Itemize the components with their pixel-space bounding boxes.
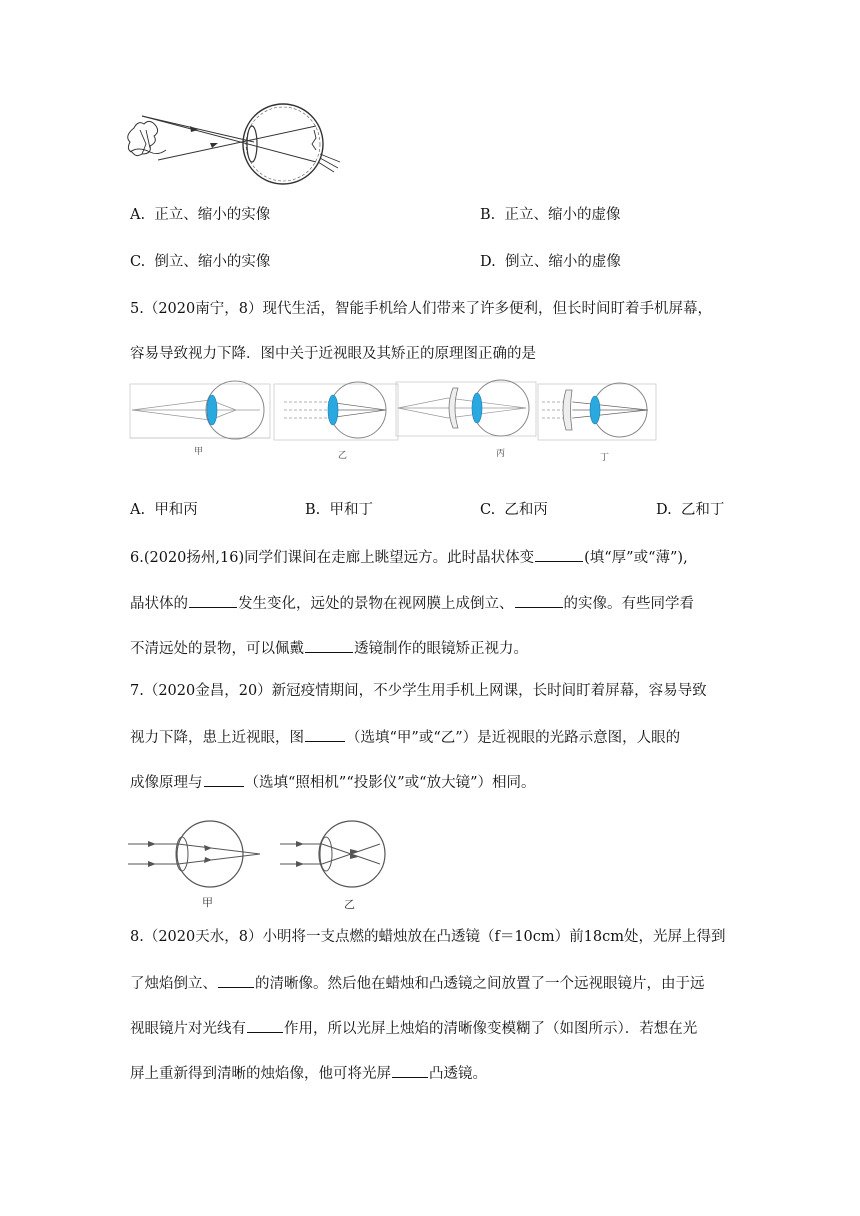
text-segment: 6.(2020扬州,16)同学们课间在走廊上眺望远方。此时晶状体变: [130, 550, 535, 566]
figure-label-bing: 丙: [496, 449, 506, 459]
text-segment: 视眼镜片对光线有: [130, 1021, 246, 1037]
figure-label-jia: 甲: [194, 447, 204, 457]
question-5-line-1: 5.（2020南宁，8）现代生活，智能手机给人们带来了许多便利，但长时间盯着手机屏幕，: [130, 301, 712, 317]
text-segment: 不清远处的景物，可以佩戴: [130, 641, 304, 657]
text-segment: （选填“照相机”“投影仪”或“放大镜”）相同。: [244, 775, 536, 791]
question-7-line-2: [130, 727, 680, 748]
answer-blank[interactable]: [305, 727, 345, 742]
question-5-line-2: 容易导致视力下降．图中关于近视眼及其矫正的原理图正确的是: [130, 346, 536, 362]
option-letter: C.: [480, 502, 496, 518]
option-text: 甲和丁: [329, 502, 373, 518]
figure-label-jia: 甲: [202, 896, 213, 909]
figure-label-ding: 丁: [600, 453, 610, 463]
text-segment: 了烛焰倒立、: [130, 976, 217, 992]
figure-label-yi: 乙: [344, 898, 355, 911]
answer-blank[interactable]: [247, 1018, 283, 1033]
option-a[interactable]: [130, 205, 270, 225]
question-6-line-3: [130, 638, 528, 659]
question-8-line-1: 8.（2020天水，8）小明将一支点燃的蜡烛放在凸透镜（f＝10cm）前18cm处，光屏上得到: [130, 929, 726, 945]
answer-blank[interactable]: [218, 973, 254, 988]
myopia-diagrams-figure: [128, 378, 658, 464]
text-segment: 屏上重新得到清晰的烛焰像，他可将光屏: [130, 1066, 391, 1082]
text-segment: 成像原理与: [130, 775, 203, 791]
answer-blank[interactable]: [189, 593, 237, 608]
text-segment: 透镜制作的眼镜矫正视力。: [354, 641, 528, 657]
text-segment: 晶状体的: [130, 596, 188, 612]
answer-blank[interactable]: [204, 772, 244, 787]
option-text: 倒立、缩小的虚像: [504, 254, 621, 270]
text-segment: 发生变化，远处的景物在视网膜上成倒立、: [238, 596, 514, 612]
option-letter: B.: [305, 502, 321, 518]
option-letter: C.: [130, 254, 146, 270]
option-b[interactable]: [305, 500, 373, 520]
option-d[interactable]: [480, 252, 621, 272]
answer-blank[interactable]: [535, 547, 583, 562]
option-d[interactable]: [656, 500, 724, 520]
option-letter: A.: [130, 502, 146, 518]
question-8-line-3: [130, 1018, 697, 1039]
answer-blank[interactable]: [305, 638, 353, 653]
option-text: 乙和丁: [680, 502, 725, 518]
text-segment: 凸透镜。: [429, 1066, 487, 1082]
question-6-line-2: [130, 593, 694, 614]
text-segment: 作用，所以光屏上烛焰的清晰像变模糊了（如图所示）．若想在光: [284, 1021, 698, 1037]
option-text: 正立、缩小的虚像: [504, 207, 621, 223]
option-a[interactable]: [130, 500, 198, 520]
option-c[interactable]: [480, 500, 548, 520]
figure-label-yi: 乙: [338, 451, 348, 461]
option-text: 正立、缩小的实像: [154, 207, 271, 223]
option-letter: D.: [480, 254, 496, 270]
option-text: 乙和丙: [504, 502, 548, 518]
option-b[interactable]: [480, 205, 620, 225]
text-segment: 的清晰像。然后他在蜡烛和凸透镜之间放置了一个远视眼镜片，由于远: [255, 976, 705, 992]
answer-blank[interactable]: [392, 1063, 428, 1078]
question-8-line-4: [130, 1063, 487, 1084]
text-segment: 的实像。有些同学看: [563, 596, 694, 612]
question-8-line-2: [130, 973, 705, 994]
question-7-line-3: [130, 772, 535, 793]
text-segment: （选填“甲”或“乙”）是近视眼的光路示意图，人眼的: [346, 730, 681, 746]
text-segment: 视力下降，患上近视眼，图: [130, 730, 304, 746]
eye-light-path-figure: [128, 820, 390, 916]
option-text: 倒立、缩小的实像: [154, 254, 271, 270]
eye-image-figure: [128, 100, 348, 195]
question-6-line-1: [130, 547, 688, 568]
option-c[interactable]: [130, 252, 270, 272]
option-letter: D.: [656, 502, 672, 518]
option-text: 甲和丙: [154, 502, 198, 518]
option-letter: A.: [130, 207, 146, 223]
question-7-line-1: 7.（2020金昌，20）新冠疫情期间，不少学生用手机上网课，长时间盯着屏幕，容易导致: [130, 683, 707, 699]
option-letter: B.: [480, 207, 496, 223]
answer-blank[interactable]: [515, 593, 563, 608]
text-segment: (填“厚”或“薄”),: [584, 550, 688, 566]
